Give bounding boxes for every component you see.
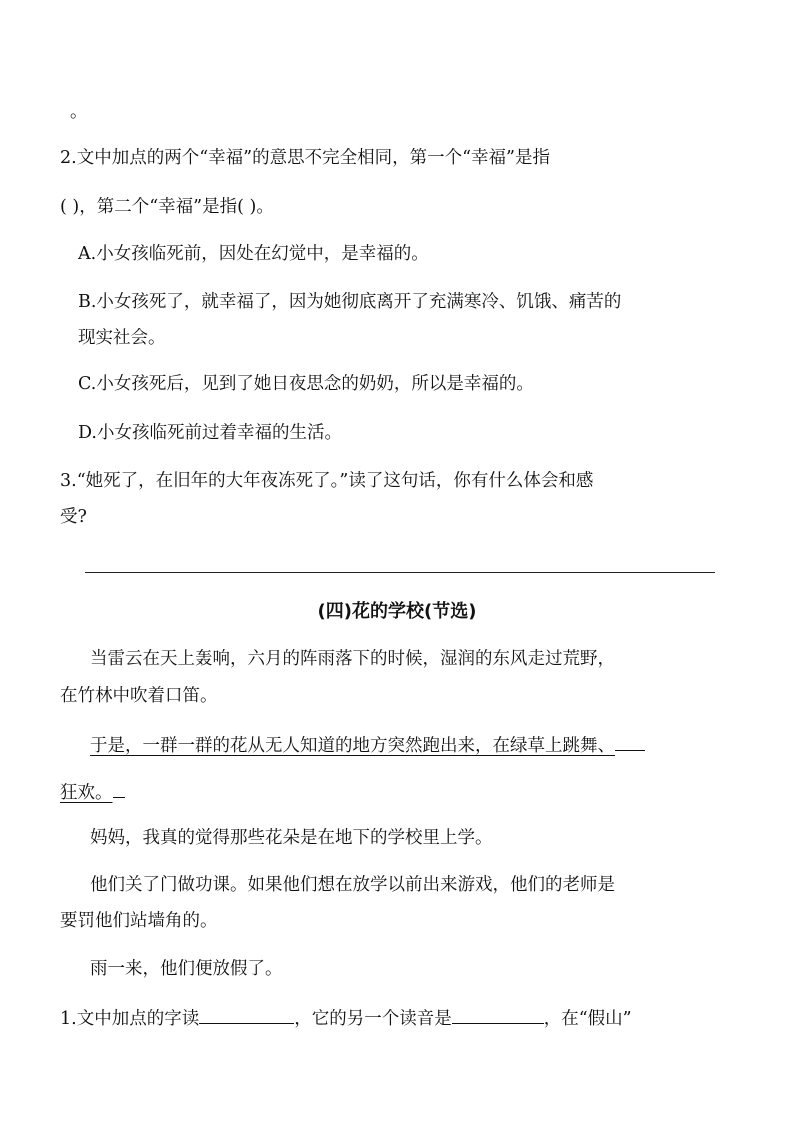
option-b-line-2: 现实社会。 [78, 328, 166, 348]
paragraph-1-line-1: 当雷云在天上轰响，六月的阵雨落下的时候，湿润的东风走过荒野， [90, 649, 615, 669]
option-b-line-1: B.小女孩死了，就幸福了，因为她彻底离开了充满寒冷、饥饿、痛苦的 [78, 292, 622, 312]
option-a: A.小女孩临死前，因处在幻觉中，是幸福的。 [78, 244, 429, 264]
answer-blank-2[interactable] [452, 1005, 544, 1024]
underline-extension-2 [113, 779, 125, 798]
section-title: (四)花的学校(节选) [317, 601, 477, 622]
question-2-line-2: ( )，第二个“幸福”是指( )。 [60, 197, 274, 217]
question-1 [60, 1005, 740, 1031]
option-d: D.小女孩临死前过着幸福的生活。 [78, 423, 342, 443]
question-1-part-1: 1.文中加点的字读 [60, 1009, 200, 1029]
question-2-line-1: 2.文中加点的两个“幸福”的意思不完全相同，第一个“幸福”是指 [60, 148, 550, 168]
paragraph-2-line-1 [90, 732, 770, 758]
underlined-sentence-part-1: 于是，一群一群的花从无人知道的地方突然跑出来，在绿草上跳舞、 [90, 736, 615, 756]
option-c: C.小女孩死后，见到了她日夜思念的奶奶，所以是幸福的。 [78, 374, 534, 394]
answer-line [85, 572, 715, 573]
orphan-period: 。 [70, 102, 88, 122]
paragraph-5: 雨一来，他们便放假了。 [90, 959, 283, 979]
question-1-part-3: ，在“假山” [543, 1009, 632, 1029]
underlined-sentence-part-2: 狂欢。 [60, 783, 113, 803]
underline-extension [615, 732, 645, 751]
question-3-line-1: 3.“她死了，在旧年的大年夜冻死了。”读了这句话，你有什么体会和感 [60, 471, 594, 491]
paragraph-3: 妈妈，我真的觉得那些花朵是在地下的学校里上学。 [90, 828, 493, 848]
paragraph-1-line-2: 在竹林中吹着口笛。 [60, 686, 218, 706]
answer-blank-1[interactable] [199, 1005, 294, 1024]
paragraph-4-line-2: 要罚他们站墙角的。 [60, 911, 218, 931]
question-1-part-2: ，它的另一个读音是 [294, 1009, 452, 1029]
question-3-line-2: 受? [60, 507, 87, 527]
paragraph-4-line-1: 他们关了门做功课。如果他们想在放学以前出来游戏，他们的老师是 [90, 875, 615, 895]
paragraph-2-line-2 [60, 779, 740, 805]
